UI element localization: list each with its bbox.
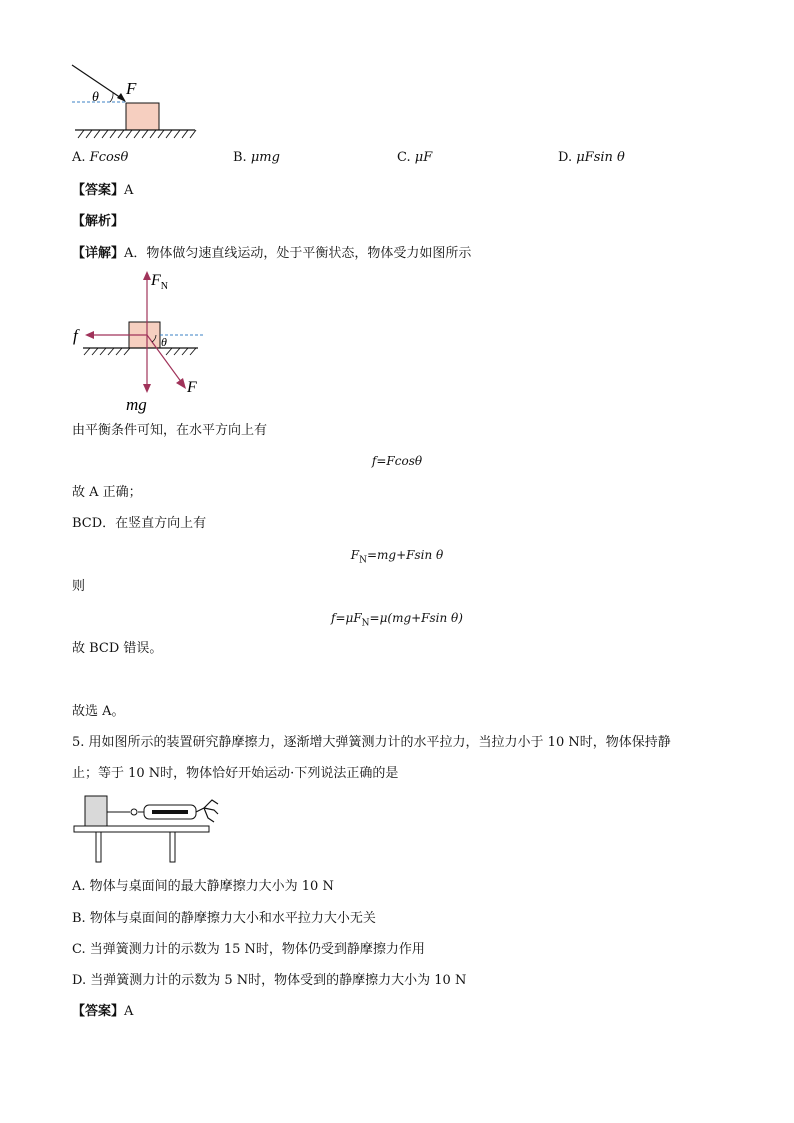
answer-line: 【答案】A [72, 183, 134, 198]
text-line: 故 BCD 错误。 [72, 641, 163, 656]
angle-label: θ [161, 335, 167, 349]
angle-arc [110, 93, 113, 102]
figure-block-force [70, 62, 200, 142]
hook [131, 809, 137, 815]
ground-hatch [78, 130, 196, 138]
figure-free-body [70, 268, 220, 416]
text-line: 故选 A。 [72, 704, 125, 719]
block [85, 796, 107, 826]
text-line: 则 [72, 579, 86, 594]
normal-force-label: $F_N$ [151, 272, 169, 292]
normal-force-head [143, 271, 151, 280]
equation-2: $F_N=mg+Fsin$ θ [350, 548, 444, 566]
block [126, 103, 159, 130]
force-label: F [126, 79, 137, 98]
spring-scale-indicator [152, 810, 188, 814]
table-top [74, 826, 209, 832]
friction-label: f [73, 326, 78, 345]
friction-head [85, 331, 94, 339]
question-5-option-d: D. 当弹簧测力计的示数为 5 N时，物体受到的静摩擦力大小为 10 N [72, 973, 467, 988]
applied-force-head [176, 378, 186, 389]
analysis-heading: 【解析】 [72, 214, 125, 229]
option-a: A. Fcosθ [72, 150, 129, 165]
option-c: C. μF [397, 150, 433, 165]
ground-hatch [84, 348, 196, 355]
figure-spring-scale-setup [72, 794, 232, 868]
question-5-answer: 【答案】A [72, 1004, 134, 1019]
weight-label: mg [126, 395, 147, 414]
question-5-option-c: C. 当弹簧测力计的示数为 15 N时，物体仍受到静摩擦力作用 [72, 942, 425, 957]
force-arrow-head [117, 93, 126, 102]
text-line: BCD．在竖直方向上有 [72, 516, 207, 531]
table-leg-left [96, 832, 101, 862]
hand-icon [196, 800, 218, 822]
option-b: B. μmg [233, 150, 280, 165]
text-line: 由平衡条件可知，在水平方向上有 [72, 423, 268, 438]
question-5-option-b: B. 物体与桌面间的静摩擦力大小和水平拉力大小无关 [72, 911, 376, 926]
weight-head [143, 384, 151, 393]
option-d: D. μFsin θ [558, 150, 625, 165]
equation-3: $f=\mu F_N=\mu(mg+Fsin$ θ) [331, 611, 463, 629]
table-leg-right [170, 832, 175, 862]
question-5-stem: 5. 用如图所示的装置研究静摩擦力，逐渐增大弹簧测力计的水平拉力，当拉力小于 10 N时，物体保持静 [72, 735, 671, 750]
text-line: 故 A 正确； [72, 485, 142, 500]
angle-label: θ [92, 90, 99, 105]
detail-line: 【详解】A．物体做匀速直线运动，处于平衡状态，物体受力如图所示 [72, 246, 472, 261]
applied-force-label: F [187, 379, 197, 396]
question-5-option-a: A. 物体与桌面间的最大静摩擦力大小为 10 N [72, 879, 334, 894]
equation-1: f=Fcosθ [371, 454, 423, 468]
question-5-stem: 止；等于 10 N时，物体恰好开始运动·下列说法正确的是 [72, 766, 399, 781]
